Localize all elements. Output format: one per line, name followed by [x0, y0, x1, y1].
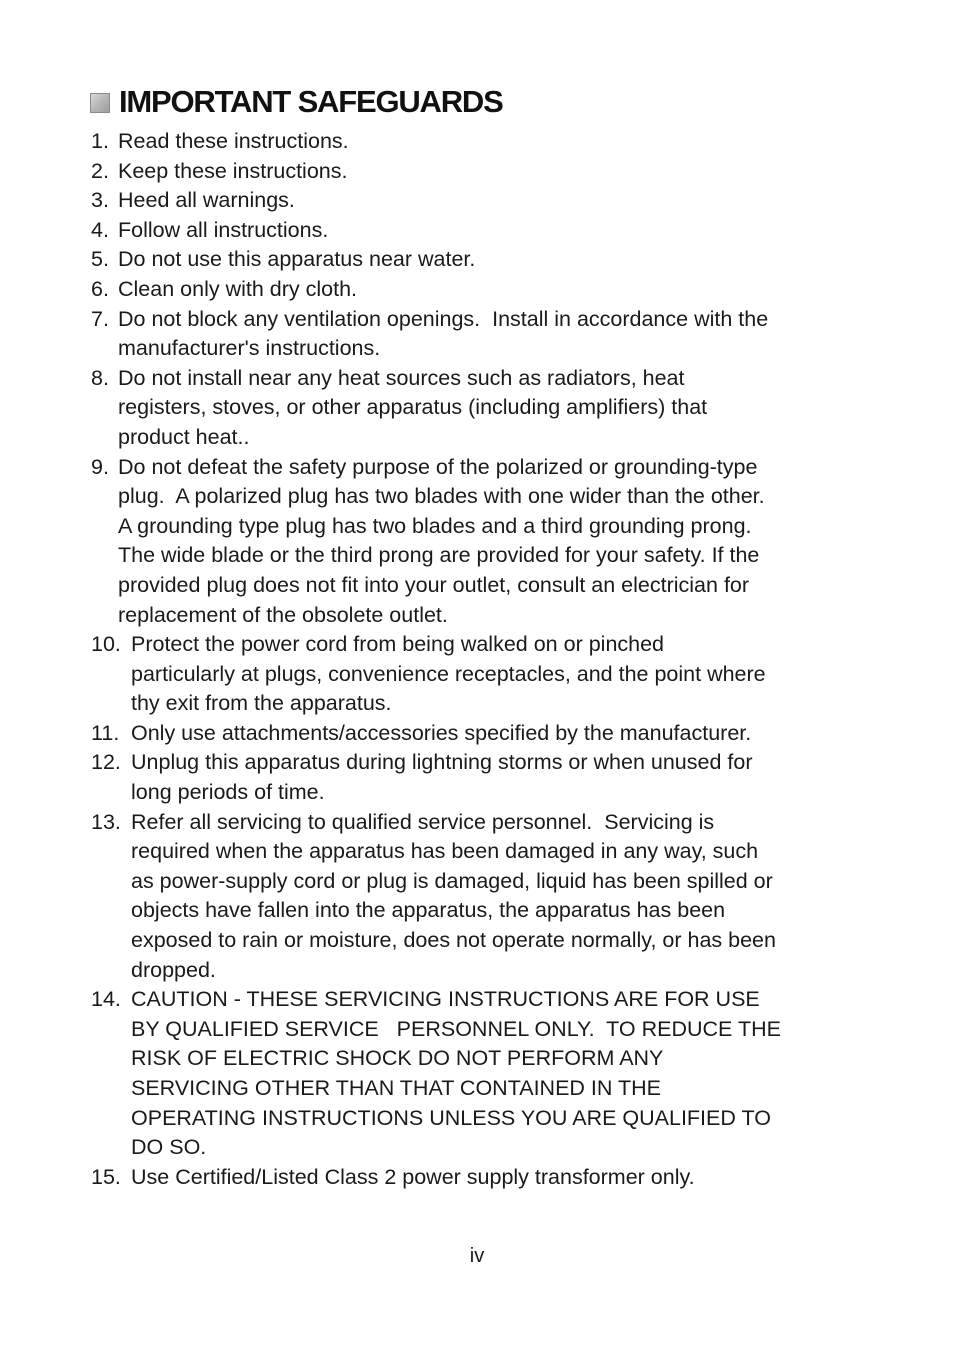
list-item-line: Do not block any ventilation openings. Install in accordance with the	[118, 306, 769, 331]
list-item-number: 15.	[91, 1164, 121, 1189]
list-item-text	[131, 1163, 881, 1193]
list-item-text	[118, 305, 881, 364]
list-item-line: OPERATING INSTRUCTIONS UNLESS YOU ARE QUALIFIED TO	[131, 1105, 771, 1130]
list-item-line: required when the apparatus has been damaged in any way, such	[131, 839, 759, 864]
list-item-line: as power-supply cord or plug is damaged, liquid has been spilled or	[131, 868, 773, 893]
list-item-text	[131, 808, 881, 986]
list-item	[91, 808, 881, 986]
list-item-line: Do not defeat the safety purpose of the polarized or grounding-type	[118, 454, 758, 479]
list-item-text	[118, 216, 881, 246]
list-item-line: long periods of time.	[131, 780, 325, 805]
list-item-line: plug. A polarized plug has two blades with one wider than the other.	[118, 484, 765, 509]
list-item-line: RISK OF ELECTRIC SHOCK DO NOT PERFORM ANY	[131, 1046, 664, 1071]
list-item-number: 12.	[91, 750, 121, 775]
list-item-number: 1.	[91, 129, 109, 153]
list-item-line: Follow all instructions.	[118, 217, 329, 242]
list-item-line: manufacturer's instructions.	[118, 336, 381, 361]
safeguards-list	[91, 127, 881, 1192]
list-item-text	[131, 630, 881, 719]
list-item-line: provided plug does not fit into your outlet, consult an electrician for	[118, 572, 750, 597]
list-item	[91, 186, 881, 216]
list-item-line: CAUTION - THESE SERVICING INSTRUCTIONS ARE FOR USE	[131, 987, 760, 1012]
list-item-number: 11.	[91, 720, 120, 745]
list-item-line: Refer all servicing to qualified service personnel. Servicing is	[131, 809, 715, 834]
list-item-number: 5.	[91, 247, 109, 272]
list-item-number: 14.	[91, 987, 121, 1012]
list-item-number: 13.	[91, 809, 121, 834]
list-item-text	[118, 186, 881, 216]
list-item	[91, 157, 881, 187]
section-heading	[90, 84, 503, 120]
list-item-line: objects have fallen into the apparatus, the apparatus has been	[131, 898, 726, 923]
list-item	[91, 275, 881, 305]
list-item-text	[118, 157, 881, 187]
list-item-line: exposed to rain or moisture, does not operate normally, or has been	[131, 928, 776, 953]
list-item-text	[118, 245, 881, 275]
list-item-line: thy exit from the apparatus.	[131, 691, 392, 716]
list-item	[91, 748, 881, 807]
list-item	[91, 245, 881, 275]
list-item-line: Clean only with dry cloth.	[118, 276, 357, 301]
list-item-line: Unplug this apparatus during lightning storms or when unused for	[131, 750, 753, 775]
list-item-line: Use Certified/Listed Class 2 power supply transformer only.	[131, 1164, 695, 1189]
gray-square-bullet-icon	[90, 93, 110, 113]
list-item-number: 4.	[91, 217, 109, 242]
list-item-number: 10.	[91, 632, 121, 657]
list-item-line: replacement of the obsolete outlet.	[118, 602, 448, 627]
list-item-number: 2.	[91, 158, 109, 183]
list-item-line: product heat..	[118, 424, 250, 449]
list-item-line: particularly at plugs, convenience receptacles, and the point where	[131, 661, 766, 686]
list-item-text	[118, 127, 881, 157]
list-item	[91, 216, 881, 246]
list-item-number: 6.	[91, 276, 109, 301]
list-item-number: 8.	[91, 365, 109, 390]
list-item-line: BY QUALIFIED SERVICE PERSONNEL ONLY. TO REDUCE THE	[131, 1016, 781, 1041]
list-item-text	[118, 453, 881, 631]
list-item-line: DO SO.	[131, 1135, 207, 1160]
list-item-number: 9.	[91, 454, 109, 479]
list-item-line: registers, stoves, or other apparatus (including amplifiers) that	[118, 395, 708, 420]
list-item-line: Protect the power cord from being walked on or pinched	[131, 632, 665, 657]
list-item-number: 7.	[91, 306, 109, 331]
list-item-line: Keep these instructions.	[118, 158, 348, 183]
list-item-line: Do not use this apparatus near water.	[118, 247, 476, 272]
list-item	[91, 1163, 881, 1193]
list-item-line: SERVICING OTHER THAN THAT CONTAINED IN THE	[131, 1076, 662, 1100]
page-number: iv	[469, 1245, 485, 1267]
list-item	[91, 985, 881, 1163]
list-item	[91, 453, 881, 631]
list-item	[91, 127, 881, 157]
list-item-line: Read these instructions.	[118, 129, 349, 153]
list-item-text	[118, 275, 881, 305]
list-item-number: 3.	[91, 188, 109, 213]
list-item	[91, 305, 881, 364]
list-item-line: A grounding type plug has two blades and a third grounding prong.	[118, 513, 752, 538]
list-item-text	[131, 719, 881, 749]
list-item-line: dropped.	[131, 957, 216, 982]
list-item	[91, 630, 881, 719]
page-title: IMPORTANT SAFEGUARDS	[119, 84, 503, 119]
list-item	[91, 719, 881, 749]
list-item-line: Heed all warnings.	[118, 188, 295, 213]
list-item-text	[118, 364, 881, 453]
list-item-text	[131, 748, 881, 807]
list-item	[91, 364, 881, 453]
list-item-text	[131, 985, 881, 1163]
list-item-line: Do not install near any heat sources such as radiators, heat	[118, 365, 685, 390]
list-item-line: Only use attachments/accessories specified by the manufacturer.	[131, 720, 752, 745]
list-item-line: The wide blade or the third prong are provided for your safety. If the	[118, 543, 760, 568]
